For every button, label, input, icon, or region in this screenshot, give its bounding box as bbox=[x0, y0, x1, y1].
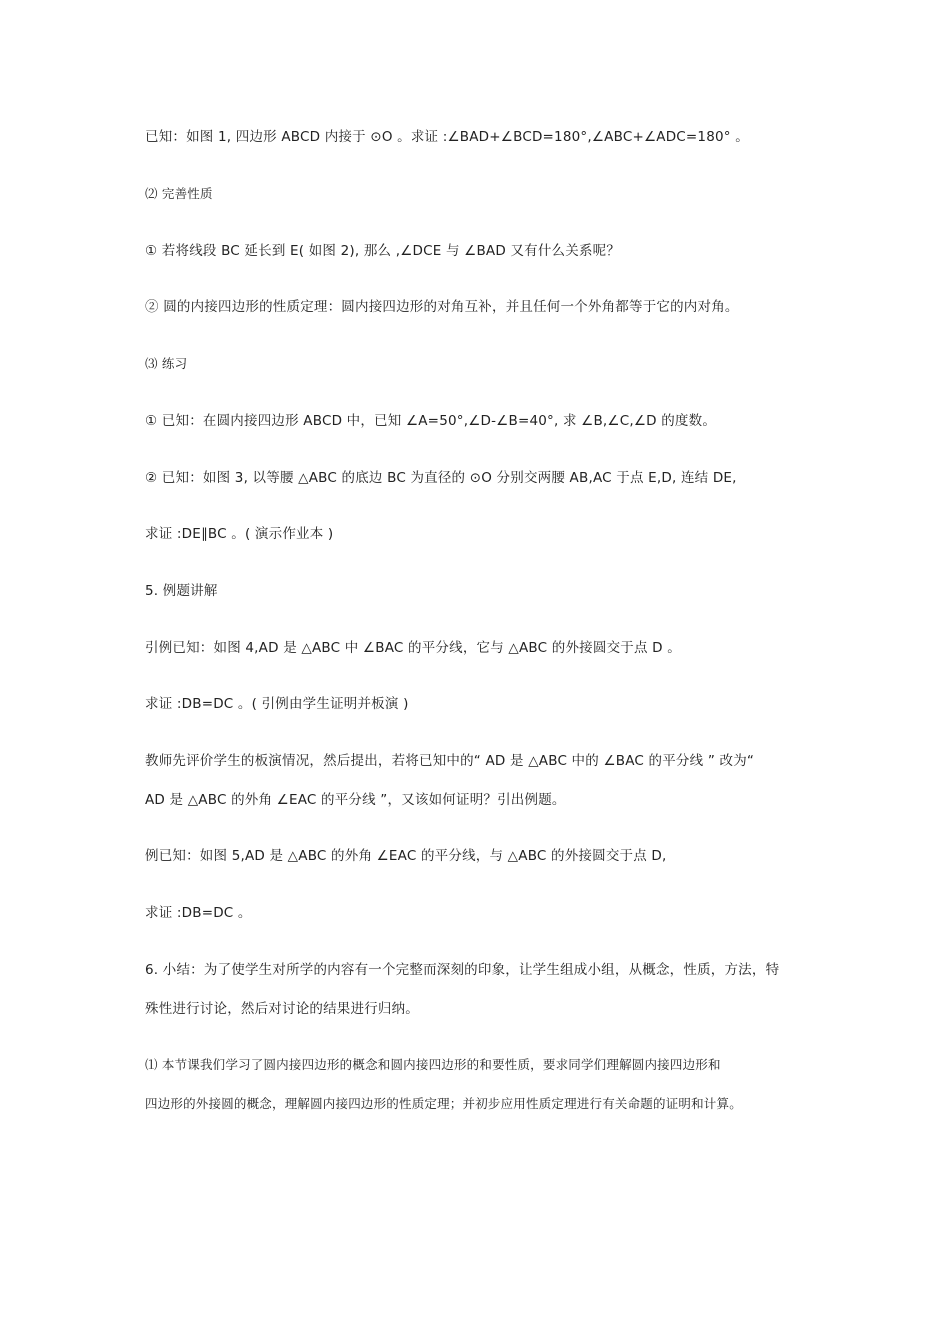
paragraph-lead-example: 引例已知：如图 4,AD 是 △ABC 中 ∠BAC 的平分线，它与 △ABC 的外接圆交于点 D 。 bbox=[145, 640, 681, 656]
paragraph-summary-2: 殊性进行讨论，然后对讨论的结果进行归纳。 bbox=[145, 1001, 419, 1017]
heading-practice: ⑶ 练习 bbox=[145, 356, 188, 371]
paragraph-lesson-review-2: 四边形的外接圆的概念，理解圆内接四边形的性质定理；并初步应用性质定理进行有关命题的证明和计算。 bbox=[145, 1096, 742, 1111]
paragraph-lesson-review-1: ⑴ 本节课我们学习了圆内接四边形的概念和圆内接四边形的和要性质，要求同学们理解圆内接四边形和 bbox=[145, 1057, 721, 1072]
paragraph-teacher-evaluation-2: AD 是 △ABC 的外角 ∠EAC 的平分线 ”，又该如何证明？引出例题。 bbox=[145, 792, 566, 808]
paragraph-practice-1: ① 已知：在圆内接四边形 ABCD 中，已知 ∠A=50°,∠D-∠B=40°, 求 ∠B,∠C,∠D 的度数。 bbox=[145, 413, 717, 429]
paragraph-extend-bc: ① 若将线段 BC 延长到 E( 如图 2), 那么 ,∠DCE 与 ∠BAD 又有什么关系呢？ bbox=[145, 243, 621, 259]
paragraph-given-figure-1: 已知：如图 1, 四边形 ABCD 内接于 ⊙O 。求证 :∠BAD+∠BCD=180°,∠ABC+∠ADC=180° 。 bbox=[145, 129, 749, 145]
heading-improve-properties: ⑵ 完善性质 bbox=[145, 186, 213, 201]
paragraph-prove-de-parallel-bc: 求证 :DE∥BC 。( 演示作业本 ) bbox=[145, 526, 334, 542]
paragraph-teacher-evaluation-1: 教师先评价学生的板演情况，然后提出，若将已知中的“ AD 是 △ABC 中的 ∠BAC 的平分线 ” 改为“ bbox=[145, 753, 755, 769]
paragraph-example-given: 例已知：如图 5,AD 是 △ABC 的外角 ∠EAC 的平分线，与 △ABC 的外接圆交于点 D, bbox=[145, 848, 667, 864]
paragraph-summary-1: 6. 小结：为了使学生对所学的内容有一个完整而深刻的印象，让学生组成小组，从概念，性质，方法，特 bbox=[145, 962, 780, 978]
paragraph-practice-2: ② 已知：如图 3, 以等腰 △ABC 的底边 BC 为直径的 ⊙O 分别交两腰 AB,AC 于点 E,D, 连结 DE, bbox=[145, 470, 737, 486]
paragraph-prove-db-dc-2: 求证 :DB=DC 。 bbox=[145, 905, 252, 921]
heading-example-explanation: 5. 例题讲解 bbox=[145, 583, 218, 599]
paragraph-prove-db-dc-1: 求证 :DB=DC 。( 引例由学生证明并板演 ) bbox=[145, 696, 409, 712]
paragraph-property-theorem: ② 圆的内接四边形的性质定理：圆内接四边形的对角互补，并且任何一个外角都等于它的内对角。 bbox=[145, 299, 739, 315]
